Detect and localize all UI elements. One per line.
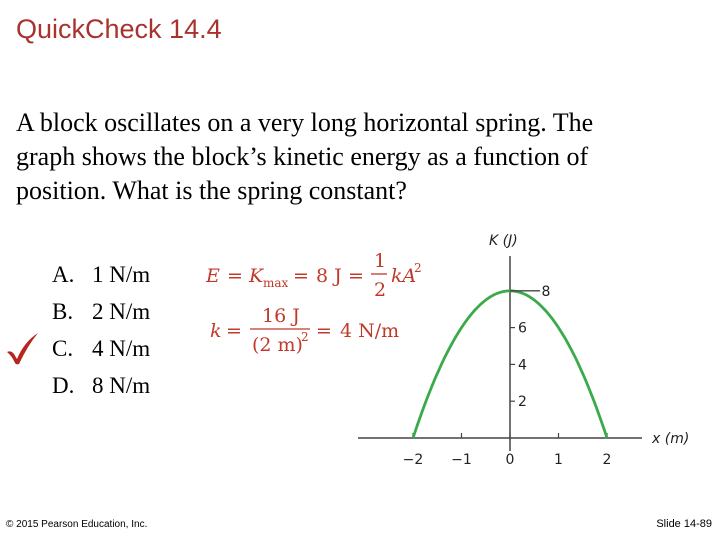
- slide-number: Slide 14-89: [656, 518, 712, 530]
- x-tick-label: −1: [451, 452, 472, 468]
- choice-text: 4 N/m: [92, 336, 151, 361]
- y-tick-label: 6: [518, 320, 527, 337]
- y-tick-label: 2: [518, 394, 527, 411]
- x-tick-label: 0: [505, 452, 515, 468]
- eq1-e: E: [206, 265, 220, 287]
- eq2-fraction-denominator: (2 m): [252, 334, 303, 356]
- question-text: A block oscillates on a very long horizontal spring. The graph shows the block’s kinetic energy as a function of position. What is the spring constant?: [16, 108, 594, 205]
- eq1-fraction-denominator: 2: [374, 279, 387, 300]
- eq1-exponent: 2: [414, 261, 422, 275]
- eq1-value: 8 J: [316, 265, 342, 287]
- choice-letter: B.: [52, 299, 74, 324]
- eq1-k-subscript: max: [263, 276, 289, 290]
- choice-letter: C.: [52, 336, 74, 361]
- choice-letter: D.: [52, 373, 75, 398]
- choice-text: 1 N/m: [92, 262, 151, 287]
- choice-c[interactable]: [52, 330, 150, 367]
- kinetic-energy-chart: [355, 226, 700, 476]
- eq2-equals-a: =: [226, 320, 242, 342]
- x-tick-label: 2: [602, 452, 612, 468]
- slide-title: QuickCheck 14.4: [16, 14, 222, 44]
- choice-a[interactable]: [52, 256, 150, 293]
- eq1-ka: kA: [391, 265, 417, 287]
- checkmark-icon: [4, 330, 40, 366]
- eq1-k: K: [249, 265, 264, 287]
- eq2-fraction-numerator: 16 J: [262, 305, 300, 327]
- eq1-fraction-numerator: 1: [374, 250, 387, 272]
- choice-text: 2 N/m: [92, 299, 151, 324]
- eq1-equals-a: =: [227, 265, 243, 287]
- x-axis-label: x (m): [652, 431, 690, 447]
- choice-text: 8 N/m: [92, 373, 151, 398]
- choice-letter: A.: [52, 262, 75, 287]
- x-tick-label: −2: [402, 452, 424, 468]
- checkmark-path: [7, 333, 38, 364]
- y-tick-label: 4: [518, 357, 527, 374]
- eq2-k: k: [210, 320, 222, 342]
- eq2-result: 4 N/m: [340, 320, 400, 342]
- answer-choices: [52, 256, 150, 404]
- eq2-denominator-exponent: 2: [301, 330, 309, 344]
- choice-b[interactable]: [52, 293, 150, 330]
- x-tick-label: 1: [554, 452, 563, 468]
- eq1-equals-c: =: [348, 265, 364, 287]
- copyright-notice: © 2015 Pearson Education, Inc.: [6, 519, 148, 530]
- y-tick-label: 8: [541, 283, 551, 300]
- choice-d[interactable]: [52, 367, 150, 404]
- y-tick-group: [510, 284, 550, 410]
- y-axis-label: K (J): [489, 233, 518, 249]
- eq1-equals-b: =: [293, 265, 309, 287]
- eq2-equals-b: =: [316, 320, 332, 342]
